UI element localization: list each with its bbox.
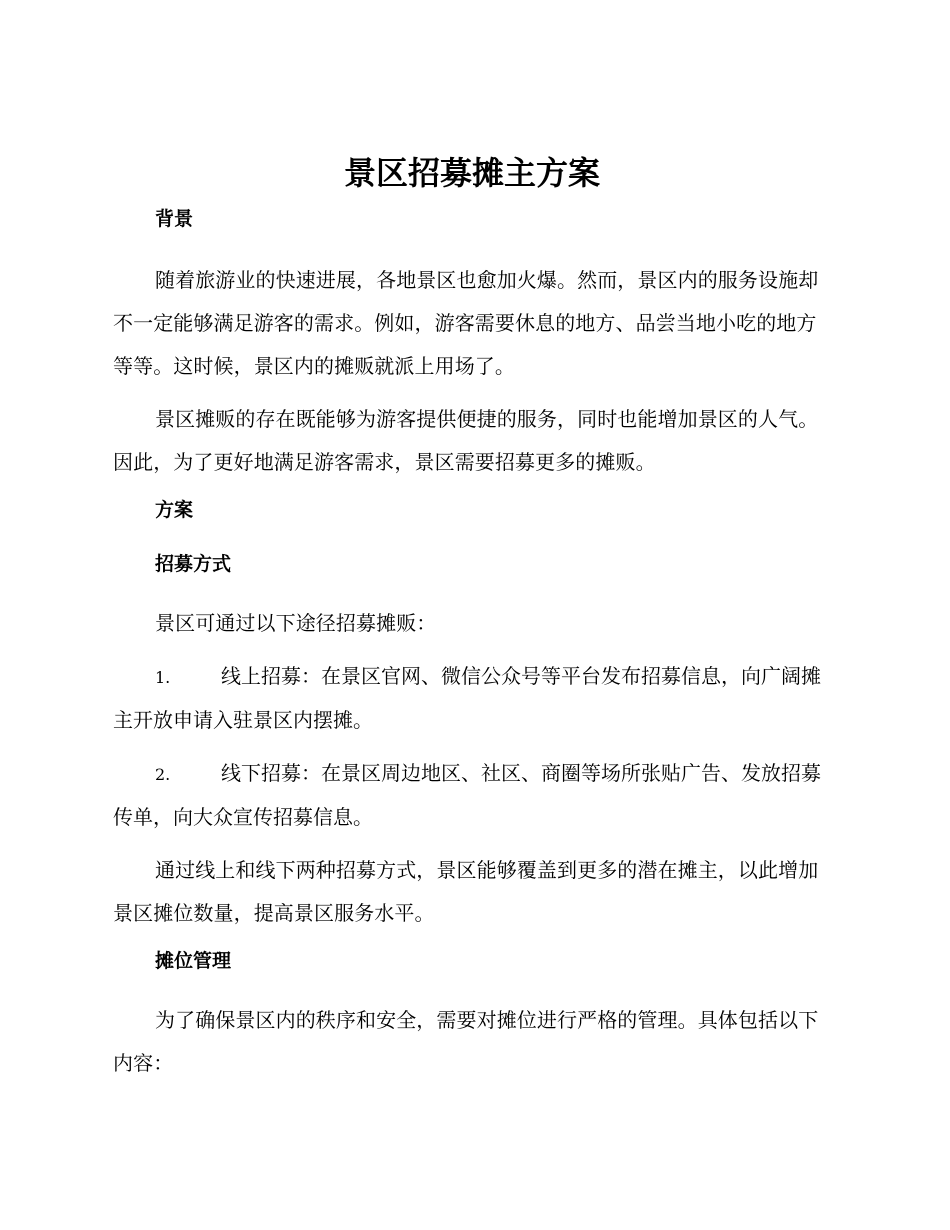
section-heading-recruit-method: 招募方式 [155,553,232,575]
list-item-text: 线上招募：在景区官网、微信公众号等平台发布招募信息，向广阔摊主开放申请入驻景区内摆摊。 [113,664,821,732]
document-body [113,148,831,1095]
list-number: 2. [155,765,171,784]
document-title: 景区招募摊主方案 [343,154,600,192]
paragraph-background-1: 随着旅游业的快速进展，各地景区也愈加火爆。然而，景区内的服务设施却不一定能够满足游客的需求。例如，游客需要休息的地方、品尝当地小吃的地方等等。这时候，景区内的摊贩就派上用场了。 [113,268,819,378]
section-heading-background: 背景 [155,208,194,230]
paragraph-stall-intro: 为了确保景区内的秩序和安全，需要对摊位进行严格的管理。具体包括以下内容： [113,1008,819,1075]
paragraph-background-2: 景区摊贩的存在既能够为游客提供便捷的服务，同时也能增加景区的人气。因此，为了更好地满足游客需求，景区需要招募更多的摊贩。 [113,407,819,474]
section-heading-stall-management: 摊位管理 [155,950,232,972]
list-item-offline-recruit [113,752,831,839]
list-number: 1. [155,668,171,687]
list-item-text: 线下招募：在景区周边地区、社区、商圈等场所张贴广告、发放招募传单，向大众宣传招募信息。 [113,761,821,829]
paragraph-recruit-intro: 景区可通过以下途径招募摊贩： [155,611,437,635]
list-item-online-recruit [113,655,831,742]
paragraph-recruit-summary: 通过线上和线下两种招募方式，景区能够覆盖到更多的潜在摊主，以此增加景区摊位数量，提高景区服务水平。 [113,858,819,925]
section-heading-plan: 方案 [155,499,194,521]
